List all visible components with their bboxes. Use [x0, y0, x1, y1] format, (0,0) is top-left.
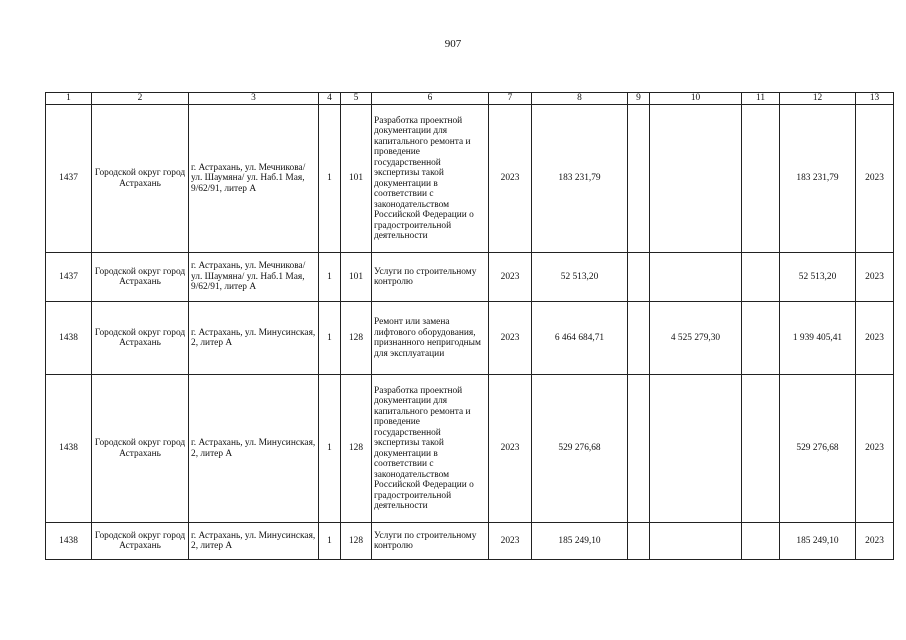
cell-year: 2023 [489, 253, 532, 302]
cell-total-cost: 52 513,20 [532, 253, 628, 302]
cell-work-type: Услуги по строительному контролю [372, 253, 489, 302]
cell-col10: 4 525 279,30 [650, 302, 742, 375]
cell-number: 1437 [46, 253, 92, 302]
cell-municipality: Городской округ город Астрахань [92, 253, 189, 302]
header-cell: 4 [319, 93, 341, 105]
cell-number: 1437 [46, 105, 92, 253]
cell-work-type: Услуги по строительному контролю [372, 523, 489, 560]
cell-address: г. Астрахань, ул. Мечникова/ ул. Шаумяна/ ул. Наб.1 Мая, 9/62/91, литер А [189, 105, 319, 253]
cell-col11 [742, 523, 780, 560]
cell-col12: 529 276,68 [780, 375, 856, 523]
cell-col9 [628, 105, 650, 253]
cell-col4: 1 [319, 302, 341, 375]
cell-col5: 128 [341, 302, 372, 375]
header-cell: 3 [189, 93, 319, 105]
data-table [45, 92, 894, 560]
table-row [46, 302, 894, 375]
cell-address: г. Астрахань, ул. Минусинская, 2, литер А [189, 302, 319, 375]
cell-col9 [628, 375, 650, 523]
table-row [46, 253, 894, 302]
cell-work-type: Разработка проектной документации для капитального ремонта и проведение государственной экспертизы такой документации в соответствии с законодательством Российской Федерации о градостроительной деятельности [372, 105, 489, 253]
cell-work-type: Ремонт или замена лифтового оборудования, признанного непригодным для эксплуатации [372, 302, 489, 375]
cell-col4: 1 [319, 105, 341, 253]
cell-col5: 101 [341, 253, 372, 302]
header-cell: 1 [46, 93, 92, 105]
cell-col4: 1 [319, 523, 341, 560]
cell-col5: 128 [341, 375, 372, 523]
cell-col9 [628, 253, 650, 302]
cell-col11 [742, 375, 780, 523]
cell-year: 2023 [489, 302, 532, 375]
header-cell: 13 [856, 93, 894, 105]
cell-col11 [742, 105, 780, 253]
cell-col10 [650, 375, 742, 523]
cell-number: 1438 [46, 302, 92, 375]
table-row [46, 375, 894, 523]
cell-col11 [742, 302, 780, 375]
cell-year: 2023 [489, 375, 532, 523]
header-cell: 10 [650, 93, 742, 105]
cell-municipality: Городской округ город Астрахань [92, 375, 189, 523]
cell-col13: 2023 [856, 375, 894, 523]
cell-col4: 1 [319, 253, 341, 302]
cell-number: 1438 [46, 523, 92, 560]
cell-year: 2023 [489, 523, 532, 560]
cell-col11 [742, 253, 780, 302]
cell-address: г. Астрахань, ул. Минусинская, 2, литер А [189, 523, 319, 560]
cell-col13: 2023 [856, 253, 894, 302]
cell-col13: 2023 [856, 523, 894, 560]
cell-address: г. Астрахань, ул. Минусинская, 2, литер А [189, 375, 319, 523]
header-cell: 8 [532, 93, 628, 105]
cell-total-cost: 529 276,68 [532, 375, 628, 523]
table-row [46, 523, 894, 560]
cell-col5: 101 [341, 105, 372, 253]
cell-col12: 1 939 405,41 [780, 302, 856, 375]
cell-work-type: Разработка проектной документации для капитального ремонта и проведение государственной экспертизы такой документации в соответствии с законодательством Российской Федерации о градостроительной деятельности [372, 375, 489, 523]
cell-total-cost: 185 249,10 [532, 523, 628, 560]
cell-address: г. Астрахань, ул. Мечникова/ ул. Шаумяна/ ул. Наб.1 Мая, 9/62/91, литер А [189, 253, 319, 302]
header-row [46, 93, 894, 105]
header-cell: 9 [628, 93, 650, 105]
cell-col5: 128 [341, 523, 372, 560]
cell-municipality: Городской округ город Астрахань [92, 302, 189, 375]
cell-municipality: Городской округ город Астрахань [92, 523, 189, 560]
cell-year: 2023 [489, 105, 532, 253]
cell-col10 [650, 253, 742, 302]
cell-col9 [628, 523, 650, 560]
header-cell: 11 [742, 93, 780, 105]
cell-municipality: Городской округ город Астрахань [92, 105, 189, 253]
cell-col12: 185 249,10 [780, 523, 856, 560]
cell-col10 [650, 523, 742, 560]
cell-col12: 52 513,20 [780, 253, 856, 302]
cell-total-cost: 183 231,79 [532, 105, 628, 253]
page-number: 907 [444, 38, 462, 50]
cell-col10 [650, 105, 742, 253]
cell-col4: 1 [319, 375, 341, 523]
header-cell: 7 [489, 93, 532, 105]
cell-number: 1438 [46, 375, 92, 523]
cell-col12: 183 231,79 [780, 105, 856, 253]
cell-total-cost: 6 464 684,71 [532, 302, 628, 375]
table-row [46, 105, 894, 253]
header-cell: 6 [372, 93, 489, 105]
cell-col13: 2023 [856, 302, 894, 375]
cell-col13: 2023 [856, 105, 894, 253]
header-cell: 2 [92, 93, 189, 105]
cell-col9 [628, 302, 650, 375]
header-cell: 12 [780, 93, 856, 105]
header-cell: 5 [341, 93, 372, 105]
